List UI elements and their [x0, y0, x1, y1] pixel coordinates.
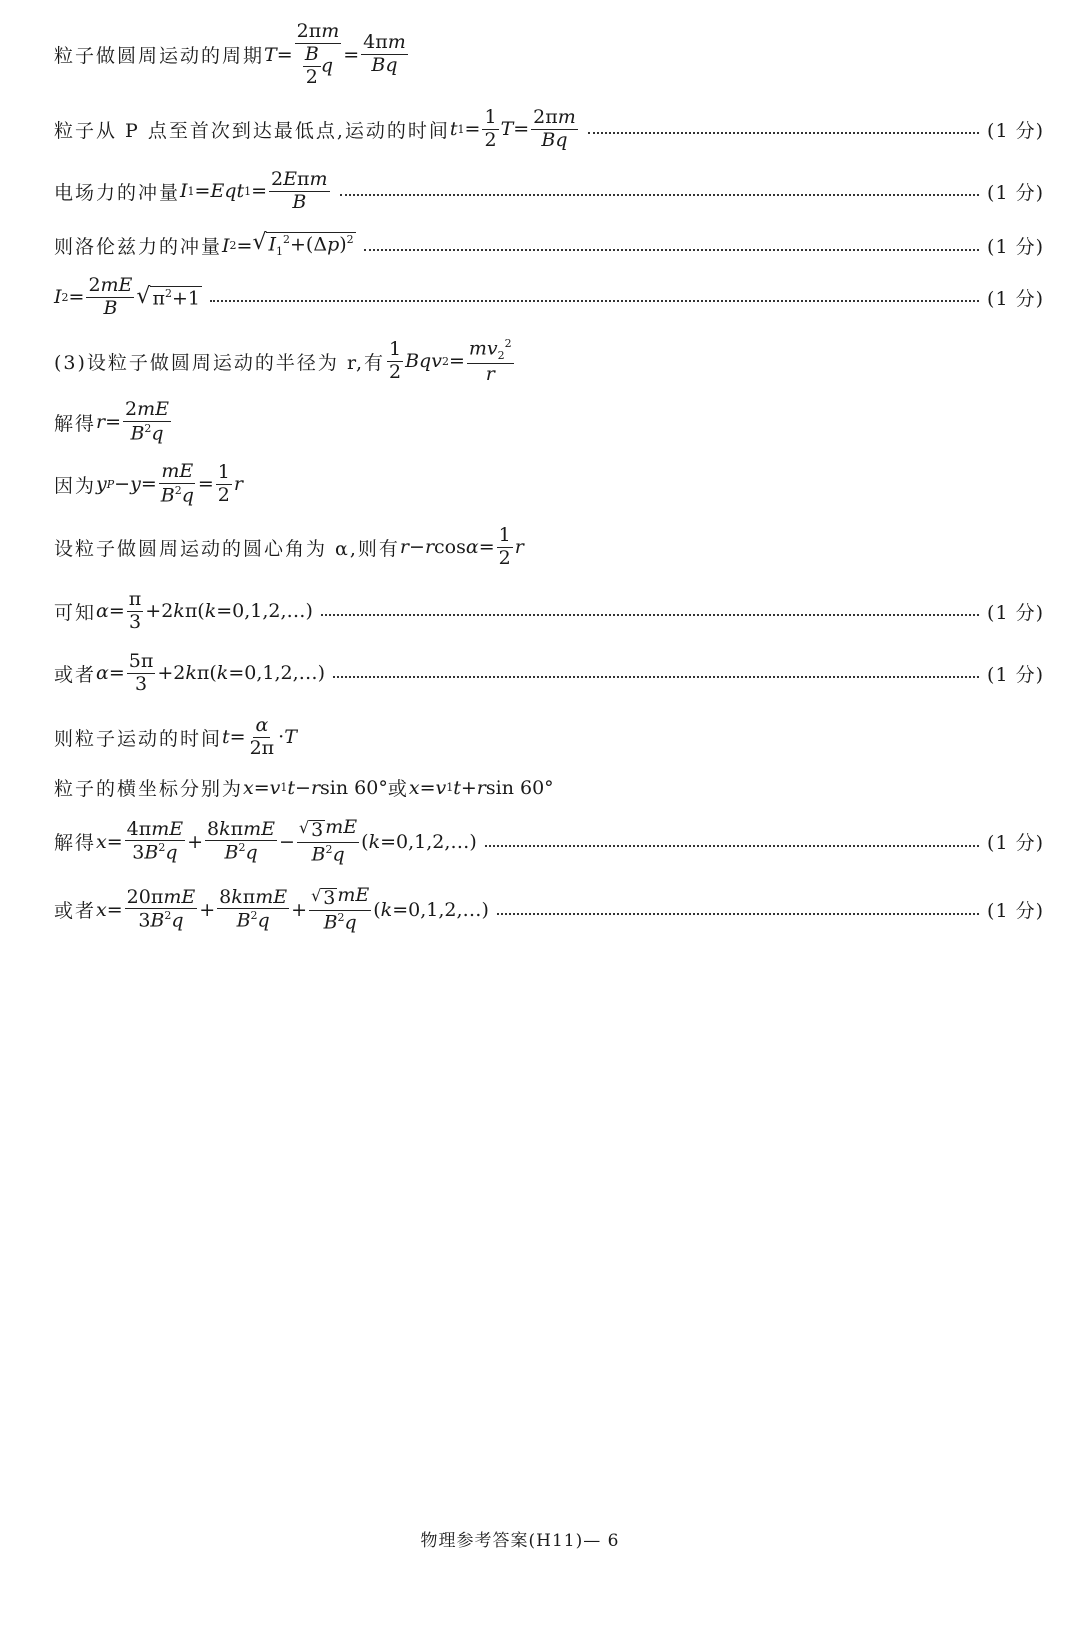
- line-text: 则粒子运动的时间: [54, 727, 223, 750]
- leader-dots: [340, 194, 979, 196]
- score-mark: (1 分): [987, 287, 1044, 310]
- line-text: 或者: [54, 663, 97, 686]
- line-text: 粒子从 P 点至首次到达最低点,运动的时间: [54, 119, 450, 142]
- solution-line-central-angle: 设粒子做圆周运动的圆心角为 α,则有 r − r cos α = $\frac{1}{2}$ r: [54, 524, 524, 569]
- line-text: (3)设粒子做圆周运动的半径为 r,有: [54, 351, 385, 374]
- line-text: 粒子的横坐标分别为: [54, 778, 244, 800]
- solution-line-x-result-1: 解得 x = $\frac{\text{4πmE}}{3B^2q}$ + $\frac{\text{8kπmE}}{B^2q}$ − √ 3 mE $B^2q$ ( k =0,1,2,…) (1 分): [54, 816, 1044, 866]
- line-text: 电场力的冲量: [54, 181, 181, 204]
- solution-line-alpha-2: 或者 α = $\frac{5\pi}{3}$ +2 k π( k =0,1,2,…) (1 分): [54, 650, 1044, 695]
- leader-dots: [497, 913, 979, 915]
- line-text: 或: [387, 778, 409, 800]
- leader-dots: [333, 676, 979, 678]
- line-text: 或者: [54, 900, 97, 923]
- line-text: 粒子做圆周运动的周期: [54, 45, 265, 68]
- solution-line-because: 因为 y P − y = $\frac{mE}{B^2q}$ = $\frac{1}{2}$ r: [54, 460, 243, 507]
- solution-line-x-result-2: 或者 x = $\frac{\text{20πmE}}{3B^2q}$ + $\frac{\text{8kπmE}}{B^2q}$ + √ 3 mE $B^2q$ ( k =0,1,2,…) (1 分): [54, 884, 1044, 934]
- leader-dots: [321, 614, 979, 616]
- solution-line-impulse-lorentz: 则洛伦兹力的冲量 I 2 = √ $I_1^2+(\Delta p)^2$ (1 分): [54, 230, 1044, 259]
- solution-line-i2-result: I 2 = $\frac{2mE}{B}$ √ $\pi^2+1$ (1 分): [54, 274, 1044, 319]
- line-text: 解得: [54, 832, 97, 855]
- score-mark: (1 分): [987, 832, 1044, 855]
- score-mark: (1 分): [987, 601, 1044, 624]
- score-mark: (1 分): [987, 900, 1044, 923]
- page-footer: 物理参考答案(H11)— 6: [420, 1531, 620, 1551]
- solution-line-solve-r: 解得 r = $\frac{2mE}{B^2q}$: [54, 398, 170, 445]
- solution-line-alpha-1: 可知 α = $\frac{\pi}{3}$ +2 k π( k =0,1,2,…) (1 分): [54, 588, 1044, 633]
- leader-dots: [210, 300, 979, 302]
- line-text: 可知: [54, 601, 97, 624]
- leader-dots: [364, 249, 979, 251]
- line-text: 则洛伦兹力的冲量: [54, 236, 223, 258]
- score-mark: (1 分): [987, 181, 1044, 204]
- score-mark: (1 分): [987, 236, 1044, 258]
- leader-dots: [588, 132, 979, 134]
- solution-line-part3-radius: (3)设粒子做圆周运动的半径为 r,有 $\frac{1}{2}$ Bqv 2 = $\frac{mv_2^2}{r}$: [54, 337, 512, 385]
- solution-line-period: 粒子做圆周运动的周期 T = 2πm $\frac{B}{2}$ q = $\frac{4\pi m}{Bq}$: [54, 20, 406, 88]
- leader-dots: [485, 845, 979, 847]
- line-text: 设粒子做圆周运动的圆心角为 α,则有: [54, 537, 400, 560]
- line-text: 解得: [54, 412, 97, 435]
- solution-line-time-t1: 粒子从 P 点至首次到达最低点,运动的时间 t 1 = $\frac{1}{2}$ T = $\frac{2\pi m}{Bq}$ (1 分): [54, 106, 1044, 151]
- solution-line-x-coordinates: 粒子的横坐标分别为 x = v 1 t − r sin 60° 或 x = v 1 t + r sin 60°: [54, 774, 1044, 801]
- score-mark: (1 分): [987, 663, 1044, 686]
- score-mark: (1 分): [987, 119, 1044, 142]
- solution-line-impulse-e: 电场力的冲量 I 1 = Eqt 1 = $\frac{\text{2Eπm}}{B}$ (1 分): [54, 168, 1044, 213]
- line-text: 因为: [54, 474, 97, 497]
- solution-line-time-t: 则粒子运动的时间 t = $\frac{\alpha}{2\pi}$ · T: [54, 714, 297, 759]
